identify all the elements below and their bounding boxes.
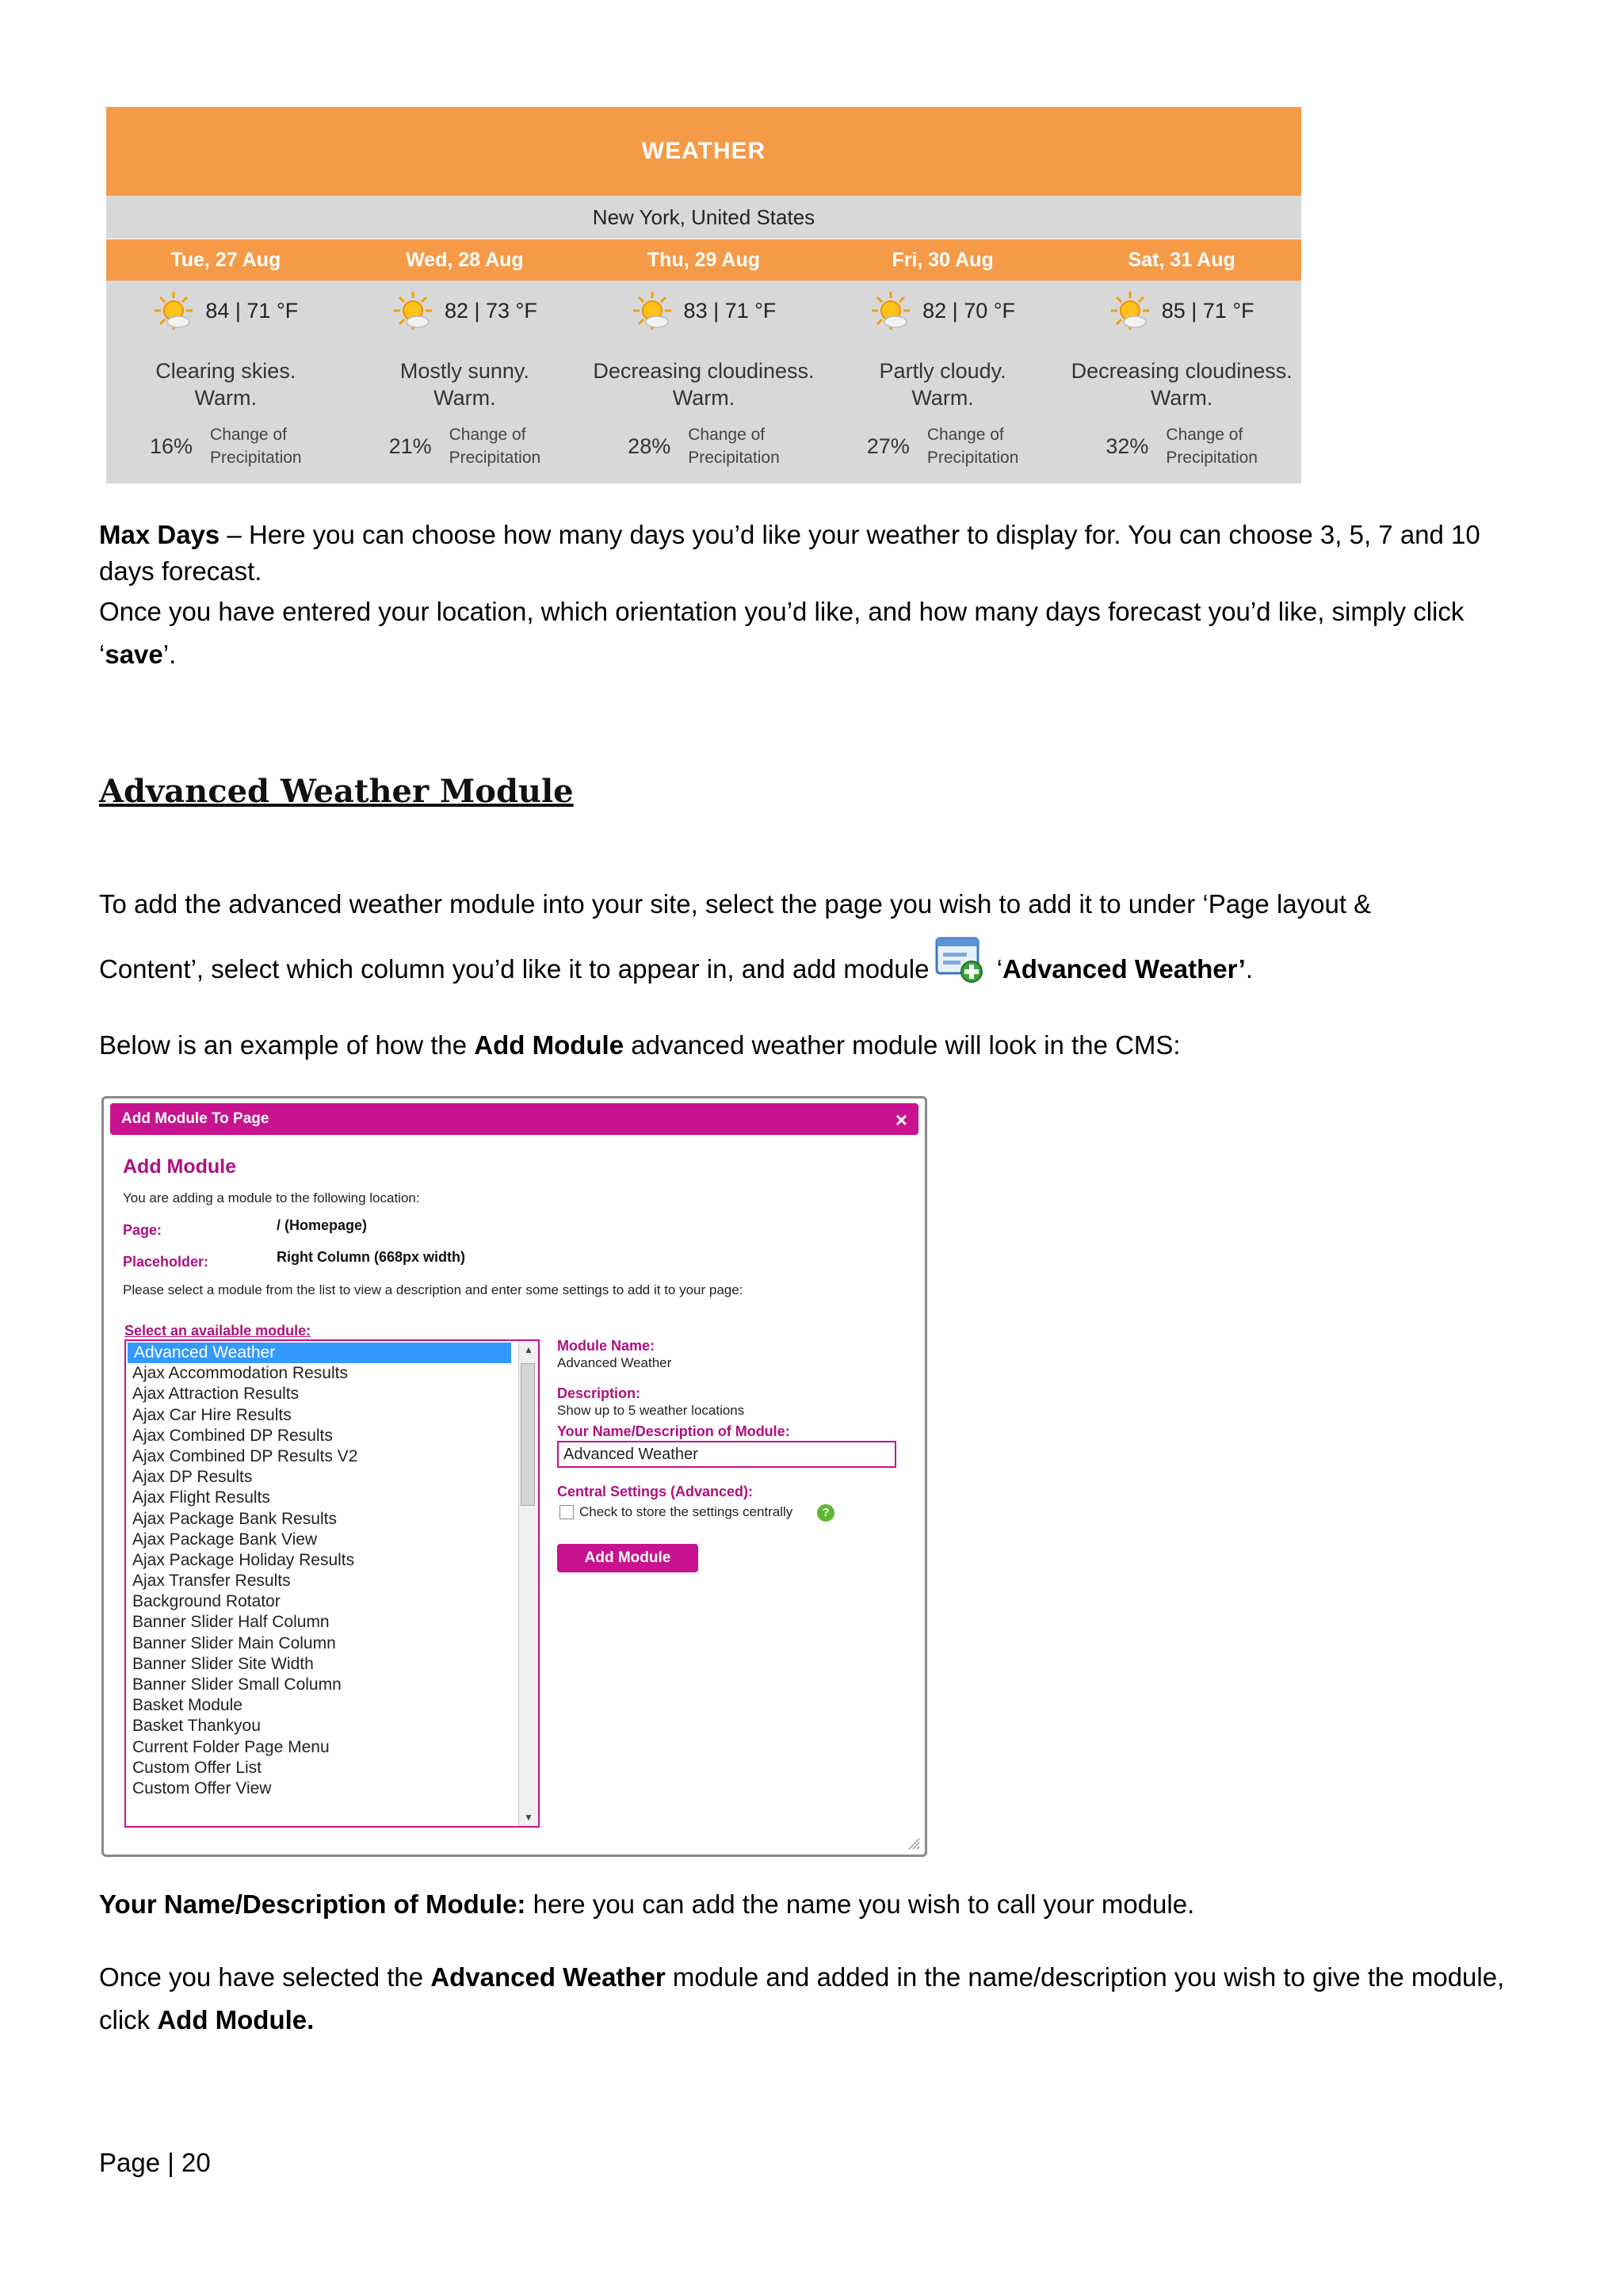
select-module-label: Select an available module: — [124, 1323, 311, 1339]
module-list-item[interactable]: Ajax DP Results — [132, 1468, 253, 1487]
weather-precipitation — [823, 423, 1063, 469]
add-text-bold: Advanced Weather’ — [1002, 954, 1246, 984]
weather-desc-line2: Warm. — [672, 386, 735, 410]
precip-percent: 28% — [628, 434, 671, 458]
dialog-title: Add Module To Page — [121, 1110, 269, 1127]
weather-day-column — [584, 281, 823, 484]
dialog-heading: Add Module — [123, 1156, 237, 1178]
add-module-icon — [934, 935, 984, 984]
module-list-item[interactable]: Ajax Car Hire Results — [132, 1405, 292, 1424]
module-list-item[interactable]: Custom Offer List — [132, 1758, 262, 1777]
sunny-icon — [392, 290, 433, 331]
central-settings-text: Check to store the settings centrally — [579, 1504, 793, 1519]
below-paragraph — [99, 1027, 1526, 1064]
precip-percent: 16% — [149, 434, 193, 458]
add-module-button[interactable]: Add Module — [557, 1544, 698, 1572]
module-list-item[interactable]: Advanced Weather — [128, 1343, 511, 1363]
max-days-paragraph — [99, 517, 1526, 590]
final-text-a: Once you have selected the — [99, 1962, 431, 1992]
sunny-icon — [1109, 290, 1151, 331]
precip-label-line2: Precipitation — [1166, 449, 1258, 467]
weather-description — [1062, 357, 1301, 411]
weather-desc-line1: Mostly sunny. — [399, 359, 529, 383]
weather-desc-line1: Clearing skies. — [155, 359, 296, 383]
module-list-item[interactable]: Banner Slider Site Width — [132, 1654, 314, 1673]
weather-summary — [346, 290, 585, 331]
close-icon[interactable]: × — [895, 1108, 907, 1132]
page-number: Page | 20 — [99, 2148, 211, 2177]
weather-temp: 82 | 70 °F — [922, 298, 1016, 323]
final-text-bold2: Add Module. — [157, 2005, 315, 2034]
module-list-item[interactable]: Ajax Flight Results — [132, 1488, 270, 1507]
weather-description — [823, 357, 1063, 411]
your-name-input[interactable]: Advanced Weather — [557, 1441, 896, 1468]
weather-date: Sat, 31 Aug — [1128, 248, 1235, 271]
your-name-text: here you can add the name you wish to call your module. — [525, 1889, 1195, 1919]
precip-label-line2: Precipitation — [688, 449, 780, 467]
add-paragraph-line1 — [99, 886, 1526, 923]
module-list-item[interactable]: Background Rotator — [132, 1592, 281, 1611]
weather-day-column — [1062, 281, 1301, 484]
max-days-text: – Here you can choose how many days you’d like your weather to display for. You can choose 3, 5, 7 and 10 days forecast. — [99, 520, 1480, 586]
add-text-c: ‘ — [989, 954, 1002, 984]
weather-date: Thu, 29 Aug — [647, 248, 761, 271]
final-text-b: module and added in the name/description you wish to give the module, click — [99, 1962, 1505, 2034]
weather-desc-line1: Decreasing cloudiness. — [593, 359, 815, 383]
section-heading: Advanced Weather Module — [99, 773, 574, 810]
scroll-thumb[interactable] — [521, 1363, 535, 1506]
weather-precipitation — [1062, 423, 1301, 469]
precip-label-line2: Precipitation — [449, 449, 541, 467]
weather-temp: 83 | 71 °F — [683, 298, 777, 323]
below-text-bold: Add Module — [474, 1030, 624, 1060]
final-paragraph — [99, 1956, 1526, 2042]
precip-label — [688, 423, 780, 469]
module-list-item[interactable]: Basket Module — [132, 1696, 242, 1715]
weather-summary — [823, 290, 1063, 331]
weather-summary — [1062, 290, 1301, 331]
description-label: Description: — [557, 1385, 641, 1401]
below-text-a: Below is an example of how the — [99, 1030, 475, 1060]
page-value: / (Homepage) — [277, 1217, 368, 1233]
add-text-d: . — [1245, 954, 1254, 984]
sunny-icon — [153, 290, 194, 331]
precip-percent: 27% — [866, 434, 910, 458]
add-module-dialog — [101, 1096, 927, 1857]
save-text-b: ’. — [162, 640, 177, 669]
weather-desc-line2: Warm. — [911, 386, 974, 410]
description-value: Show up to 5 weather locations — [557, 1403, 745, 1418]
final-text-bold: Advanced Weather — [430, 1962, 666, 1992]
precip-label-line1: Change of — [1166, 426, 1243, 444]
central-settings-label: Central Settings (Advanced): — [557, 1484, 754, 1499]
weather-description — [106, 357, 346, 411]
add-paragraph-line2 — [99, 935, 1526, 988]
precip-label-line2: Precipitation — [926, 449, 1019, 467]
weather-summary — [584, 290, 823, 331]
weather-desc-line2: Warm. — [433, 386, 496, 410]
module-list-item[interactable]: Ajax Package Holiday Results — [132, 1550, 355, 1569]
weather-days-row — [106, 281, 1301, 484]
module-list-item[interactable]: Ajax Combined DP Results V2 — [132, 1446, 358, 1465]
precip-label — [1166, 423, 1258, 469]
precip-label-line1: Change of — [449, 426, 526, 444]
precip-label-line1: Change of — [210, 426, 287, 444]
add-text-a: To add the advanced weather module into your site, select the page you wish to add it to under ‘Page layout & — [99, 889, 1372, 919]
precip-label — [449, 423, 541, 469]
precip-label — [927, 423, 1019, 469]
module-listbox[interactable] — [124, 1339, 540, 1828]
module-name-label: Module Name: — [557, 1338, 655, 1354]
sunny-icon — [632, 290, 673, 331]
weather-description — [584, 357, 823, 411]
weather-desc-line1: Decreasing cloudiness. — [1071, 359, 1293, 383]
weather-date: Fri, 30 Aug — [892, 248, 994, 271]
your-name-bold: Your Name/Description of Module: — [99, 1889, 526, 1919]
weather-desc-line2: Warm. — [1150, 386, 1213, 410]
precip-label — [210, 423, 302, 469]
weather-day-column — [346, 281, 585, 484]
weather-desc-line1: Partly cloudy. — [879, 359, 1006, 383]
precip-percent: 21% — [388, 434, 432, 458]
dialog-instructions: Please select a module from the list to view a description and enter some settings to add it to your page: — [123, 1282, 743, 1297]
help-icon[interactable]: ? — [817, 1504, 834, 1522]
dialog-intro: You are adding a module to the following location: — [123, 1190, 420, 1205]
weather-temp: 82 | 73 °F — [444, 298, 537, 323]
module-list-item[interactable]: Ajax Combined DP Results — [132, 1426, 333, 1445]
weather-day-column — [106, 281, 346, 484]
scroll-down-icon[interactable]: ▼ — [524, 1812, 533, 1823]
weather-date-row — [106, 239, 1301, 281]
weather-description — [346, 357, 585, 411]
placeholder-label: Placeholder: — [123, 1254, 209, 1270]
weather-widget — [106, 107, 1301, 483]
module-list-item[interactable]: Ajax Package Bank Results — [132, 1509, 337, 1528]
save-text-a: Once you have entered your location, which orientation you’d like, and how many days forecast you’d like, simply click ‘ — [99, 597, 1465, 669]
precip-label-line2: Precipitation — [210, 449, 302, 467]
your-name-paragraph — [99, 1886, 1526, 1923]
save-text-bold: save — [105, 640, 163, 669]
weather-temp: 85 | 71 °F — [1161, 298, 1254, 323]
precip-label-line1: Change of — [688, 426, 766, 444]
weather-precipitation — [584, 423, 823, 469]
module-list-item[interactable]: Ajax Transfer Results — [132, 1572, 291, 1591]
weather-temp: 84 | 71 °F — [205, 298, 299, 323]
add-text-b: Content’, select which column you’d like it to appear in, and add module — [99, 954, 930, 984]
module-list-item[interactable]: Banner Slider Half Column — [132, 1613, 330, 1632]
max-days-label: Max Days — [99, 520, 220, 549]
precip-percent: 32% — [1106, 434, 1149, 458]
module-list-item[interactable]: Current Folder Page Menu — [132, 1737, 330, 1756]
scroll-up-icon[interactable]: ▲ — [524, 1344, 533, 1355]
save-paragraph — [99, 590, 1526, 676]
weather-precipitation — [106, 423, 346, 469]
module-list-item[interactable]: Basket Thankyou — [132, 1717, 261, 1736]
module-list-item[interactable]: Ajax Package Bank View — [132, 1530, 318, 1549]
weather-location: New York, United States — [106, 196, 1301, 239]
central-settings-checkbox[interactable] — [559, 1505, 574, 1519]
module-name-value: Advanced Weather — [557, 1355, 672, 1370]
weather-date: Wed, 28 Aug — [406, 248, 524, 271]
precip-label-line1: Change of — [926, 426, 1004, 444]
page-label: Page: — [123, 1222, 162, 1238]
weather-title: WEATHER — [106, 107, 1301, 196]
resize-grip-icon[interactable] — [906, 1836, 920, 1850]
sunny-icon — [870, 290, 911, 331]
below-text-b: advanced weather module will look in the CMS: — [624, 1030, 1181, 1060]
your-name-label: Your Name/Description of Module: — [557, 1423, 790, 1439]
module-list-item[interactable]: Banner Slider Small Column — [132, 1675, 342, 1694]
placeholder-value: Right Column (668px width) — [277, 1249, 465, 1265]
weather-summary — [106, 290, 346, 331]
dialog-titlebar — [110, 1103, 918, 1135]
listbox-scrollbar[interactable] — [518, 1341, 538, 1826]
module-list-item[interactable]: Ajax Attraction Results — [132, 1385, 300, 1404]
weather-day-column — [823, 281, 1063, 484]
weather-date: Tue, 27 Aug — [170, 248, 281, 271]
weather-desc-line2: Warm. — [194, 386, 258, 410]
module-list-item[interactable]: Custom Offer View — [132, 1778, 272, 1797]
weather-precipitation — [346, 423, 585, 469]
module-list-item[interactable]: Banner Slider Main Column — [132, 1633, 336, 1652]
module-list-item[interactable]: Ajax Accommodation Results — [132, 1364, 348, 1383]
module-list — [126, 1343, 538, 1799]
